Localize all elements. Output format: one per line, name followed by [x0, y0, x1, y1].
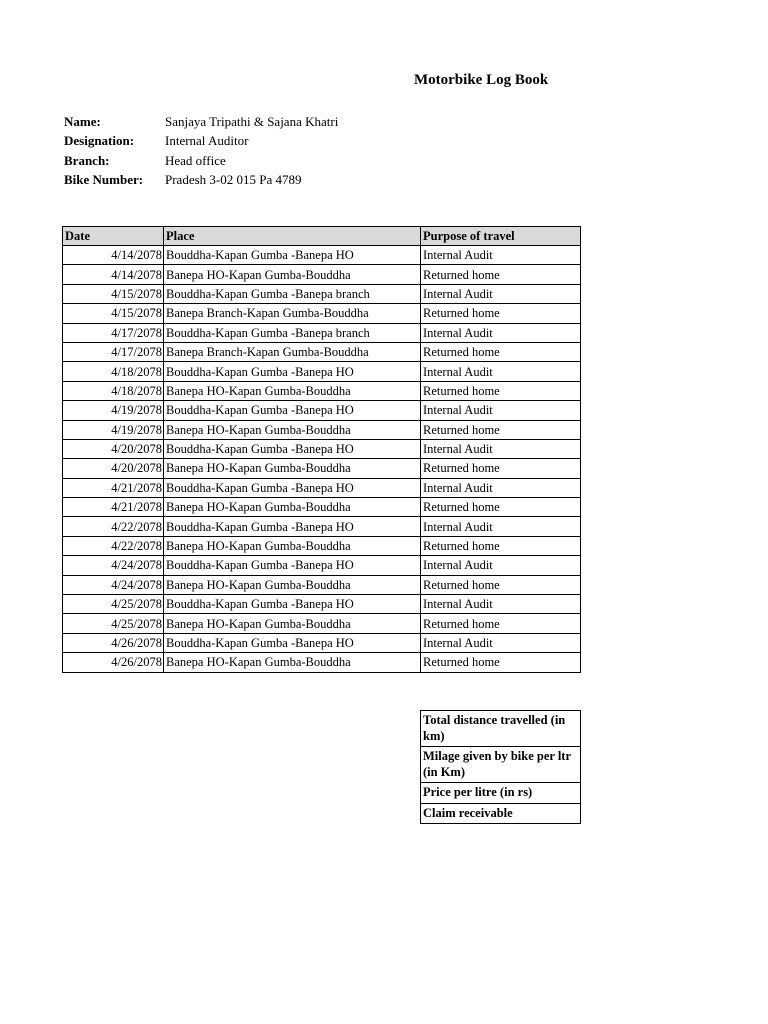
table-row	[63, 575, 581, 594]
cell-purpose: Internal Audit	[421, 595, 581, 614]
summary-table	[420, 710, 581, 824]
cell-purpose: Returned home	[421, 653, 581, 672]
cell-date: 4/19/2078	[63, 420, 164, 439]
cell-purpose: Returned home	[421, 459, 581, 478]
cell-date: 4/21/2078	[63, 498, 164, 517]
table-row	[63, 517, 581, 536]
cell-purpose: Returned home	[421, 614, 581, 633]
cell-place: Banepa Branch-Kapan Gumba-Bouddha	[164, 342, 421, 361]
cell-date: 4/26/2078	[63, 633, 164, 652]
cell-purpose: Returned home	[421, 265, 581, 284]
column-header-place: Place	[164, 227, 421, 246]
info-label: Branch:	[64, 152, 110, 168]
summary-row	[421, 803, 581, 824]
cell-date: 4/24/2078	[63, 575, 164, 594]
info-value: Sanjaya Tripathi & Sajana Khatri	[165, 114, 339, 129]
summary-claim-receivable: Claim receivable	[421, 803, 581, 824]
info-value: Pradesh 3-02 015 Pa 4789	[165, 171, 302, 187]
cell-date: 4/25/2078	[63, 595, 164, 614]
log-table-body	[63, 246, 581, 673]
table-row	[63, 653, 581, 672]
cell-date: 4/26/2078	[63, 653, 164, 672]
cell-date: 4/22/2078	[63, 517, 164, 536]
cell-date: 4/20/2078	[63, 459, 164, 478]
summary-total-distance: Total distance travelled (in km)	[421, 711, 581, 747]
cell-place: Banepa HO-Kapan Gumba-Bouddha	[164, 614, 421, 633]
cell-place: Bouddha-Kapan Gumba -Banepa HO	[164, 478, 421, 497]
cell-purpose: Internal Audit	[421, 284, 581, 303]
summary-mileage: Milage given by bike per ltr (in Km)	[421, 747, 581, 783]
cell-place: Bouddha-Kapan Gumba -Banepa HO	[164, 401, 421, 420]
summary-price-per-litre: Price per litre (in rs)	[421, 783, 581, 804]
cell-purpose: Internal Audit	[421, 362, 581, 381]
table-header-row	[63, 227, 581, 246]
table-row	[63, 342, 581, 361]
summary-row	[421, 747, 581, 783]
table-row	[63, 265, 581, 284]
cell-place: Banepa HO-Kapan Gumba-Bouddha	[164, 265, 421, 284]
column-header-purpose: Purpose of travel	[421, 227, 581, 246]
cell-place: Bouddha-Kapan Gumba -Banepa branch	[164, 284, 421, 303]
cell-purpose: Returned home	[421, 381, 581, 400]
cell-place: Banepa HO-Kapan Gumba-Bouddha	[164, 498, 421, 517]
cell-purpose: Internal Audit	[421, 633, 581, 652]
cell-place: Bouddha-Kapan Gumba -Banepa HO	[164, 556, 421, 575]
cell-date: 4/15/2078	[63, 304, 164, 323]
table-row	[63, 498, 581, 517]
table-row	[63, 323, 581, 342]
table-row	[63, 246, 581, 265]
cell-date: 4/18/2078	[63, 381, 164, 400]
table-row	[63, 614, 581, 633]
cell-date: 4/15/2078	[63, 284, 164, 303]
info-label: Name:	[64, 114, 101, 129]
cell-place: Banepa HO-Kapan Gumba-Bouddha	[164, 420, 421, 439]
table-row	[63, 633, 581, 652]
table-row	[63, 381, 581, 400]
summary-row	[421, 711, 581, 747]
cell-date: 4/14/2078	[63, 265, 164, 284]
table-row	[63, 284, 581, 303]
cell-purpose: Returned home	[421, 536, 581, 555]
cell-date: 4/25/2078	[63, 614, 164, 633]
table-row	[63, 595, 581, 614]
info-label: Bike Number:	[64, 171, 144, 187]
log-table	[62, 226, 581, 673]
cell-purpose: Returned home	[421, 304, 581, 323]
cell-place: Banepa HO-Kapan Gumba-Bouddha	[164, 536, 421, 555]
page-title: Motorbike Log Book	[414, 72, 549, 88]
cell-place: Bouddha-Kapan Gumba -Banepa HO	[164, 362, 421, 381]
cell-purpose: Internal Audit	[421, 323, 581, 342]
table-row	[63, 420, 581, 439]
cell-purpose: Internal Audit	[421, 401, 581, 420]
cell-purpose: Internal Audit	[421, 517, 581, 536]
cell-place: Banepa HO-Kapan Gumba-Bouddha	[164, 653, 421, 672]
cell-date: 4/24/2078	[63, 556, 164, 575]
table-row	[63, 556, 581, 575]
cell-purpose: Returned home	[421, 420, 581, 439]
cell-purpose: Internal Audit	[421, 246, 581, 265]
cell-purpose: Internal Audit	[421, 556, 581, 575]
summary-row	[421, 783, 581, 804]
cell-date: 4/20/2078	[63, 439, 164, 458]
cell-date: 4/18/2078	[63, 362, 164, 381]
table-row	[63, 459, 581, 478]
cell-place: Bouddha-Kapan Gumba -Banepa HO	[164, 246, 421, 265]
cell-date: 4/14/2078	[63, 246, 164, 265]
cell-purpose: Returned home	[421, 575, 581, 594]
table-row	[63, 439, 581, 458]
table-row	[63, 304, 581, 323]
cell-purpose: Returned home	[421, 342, 581, 361]
info-label: Designation:	[64, 133, 135, 149]
info-value: Head office	[165, 152, 226, 168]
column-header-date: Date	[63, 227, 164, 246]
cell-place: Bouddha-Kapan Gumba -Banepa HO	[164, 633, 421, 652]
table-row	[63, 478, 581, 497]
cell-date: 4/21/2078	[63, 478, 164, 497]
cell-place: Banepa HO-Kapan Gumba-Bouddha	[164, 459, 421, 478]
cell-place: Bouddha-Kapan Gumba -Banepa HO	[164, 595, 421, 614]
table-row	[63, 362, 581, 381]
cell-purpose: Internal Audit	[421, 439, 581, 458]
cell-place: Banepa HO-Kapan Gumba-Bouddha	[164, 381, 421, 400]
cell-place: Banepa HO-Kapan Gumba-Bouddha	[164, 575, 421, 594]
cell-date: 4/17/2078	[63, 342, 164, 361]
cell-purpose: Returned home	[421, 498, 581, 517]
cell-place: Bouddha-Kapan Gumba -Banepa HO	[164, 517, 421, 536]
cell-place: Bouddha-Kapan Gumba -Banepa branch	[164, 323, 421, 342]
table-row	[63, 401, 581, 420]
cell-purpose: Internal Audit	[421, 478, 581, 497]
cell-place: Bouddha-Kapan Gumba -Banepa HO	[164, 439, 421, 458]
cell-date: 4/22/2078	[63, 536, 164, 555]
info-value: Internal Auditor	[165, 133, 249, 149]
cell-date: 4/19/2078	[63, 401, 164, 420]
cell-date: 4/17/2078	[63, 323, 164, 342]
cell-place: Banepa Branch-Kapan Gumba-Bouddha	[164, 304, 421, 323]
table-row	[63, 536, 581, 555]
